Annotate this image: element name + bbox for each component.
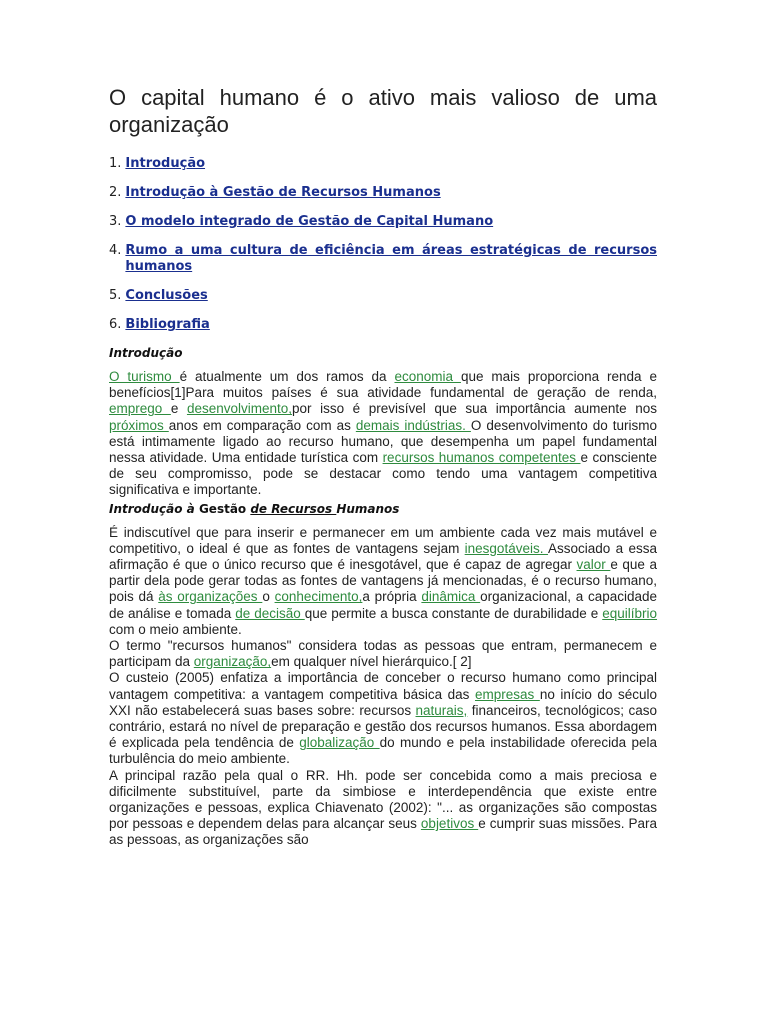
text-run: o [262, 589, 275, 605]
heading-part: Gestão [198, 501, 251, 516]
text-run: Associado a essa afirmação é que o único recurso que é inesgotável, que é capaz de agregar [109, 540, 657, 573]
link-globalizacao[interactable]: globalização [299, 735, 380, 751]
toc-link-introducao[interactable]: Introdução [125, 156, 206, 171]
toc-number: 6. [109, 317, 122, 332]
heading-part: Humanos [336, 501, 400, 516]
text-run: financeiros, tecnológicos; caso contrário, estará no nível de preparação e gestão dos recursos humanos. Essa abordagem é explicada pela tendência de [109, 702, 657, 751]
document-content [109, 84, 657, 849]
text-run: e cumprir suas missões. Para as pessoas, as organizações são [109, 816, 657, 848]
link-valor[interactable]: valor [576, 557, 611, 573]
text-run: com o meio ambiente. [109, 621, 242, 637]
text-run: do mundo e pela instabilidade oferecida pela turbulência do meio ambiente. [109, 735, 658, 767]
heading-part: de Recursos [250, 501, 337, 516]
toc-number: 1. [109, 156, 122, 171]
link-organizacao[interactable]: organização, [193, 654, 272, 670]
link-conhecimento[interactable]: conhecimento, [274, 589, 363, 605]
page-title: O capital humano é o ativo mais valioso de uma organização [109, 85, 657, 137]
paragraph-gestao-1 [109, 525, 657, 638]
toc-link-conclusoes[interactable]: Conclusões [125, 288, 208, 303]
toc-link-modelo-integrado[interactable]: O modelo integrado de Gestão de Capital Humano [125, 214, 494, 229]
text-run: a própria [362, 589, 422, 605]
toc-number: 5. [109, 288, 122, 303]
toc-item-4 [109, 243, 657, 275]
text-run: em qualquer nível hierárquico.[ 2] [271, 654, 472, 670]
link-economia[interactable]: economia [394, 369, 461, 384]
link-desenvolvimento[interactable]: desenvolvimento, [186, 401, 292, 417]
text-run: O custeio (2005) enfatiza a importância de conceber o recurso humano como principal vantagem competitiva: a vantagem competitiva básica das [109, 670, 657, 702]
link-demais-industrias[interactable]: demais indústrias. [355, 417, 471, 433]
link-equilibrio[interactable]: equilíbrio [602, 605, 658, 621]
text-run: é atualmente um dos ramos da [179, 369, 395, 384]
toc-item-6 [109, 317, 657, 333]
link-recursos-humanos-competentes[interactable]: recursos humanos competentes [382, 450, 581, 466]
link-inesgotaveis[interactable]: inesgotáveis. [464, 540, 549, 556]
table-of-contents [109, 156, 657, 333]
text-run: É indiscutível que para inserir e permanecer em um ambiente cada vez mais mutável e competitivo, o ideal é que as fontes de vantagens sejam [109, 524, 657, 556]
text-run: e [170, 401, 187, 417]
text-run: O termo "recursos humanos" considera todas as pessoas que entram, permanecem e participam da [109, 638, 657, 670]
text-run: no início do século XXI não estabelecerá suas bases sobre: recursos [109, 686, 658, 718]
text-run: que permite a busca constante de durabilidade e [304, 605, 603, 621]
link-naturais[interactable]: naturais, [415, 702, 468, 718]
section-heading-gestao-rh [109, 502, 657, 517]
link-turismo[interactable]: O turismo [109, 369, 180, 384]
link-dinamica[interactable]: dinâmica [421, 589, 481, 605]
toc-item-3 [109, 214, 657, 230]
toc-link-bibliografia[interactable]: Bibliografia [125, 317, 210, 332]
section-heading-introducao: Introdução [109, 346, 183, 360]
text-run: O desenvolvimento do turismo está intimamente ligado ao recurso humano, que desempenha um papel fundamental nessa atividade. Uma entidade turística com [109, 417, 657, 466]
toc-item-5 [109, 288, 657, 304]
link-proximos[interactable]: próximos [109, 417, 169, 433]
text-run: e consciente de seu compromisso, pode se destacar como tendo uma vantagem competitiva significativa e importante. [109, 450, 657, 498]
paragraph-gestao-2 [109, 638, 657, 670]
link-emprego[interactable]: emprego [109, 401, 171, 417]
toc-item-2 [109, 185, 657, 201]
link-as-organizacoes[interactable]: às organizações [158, 589, 263, 605]
text-run: por isso é previsível que sua importância aumente nos [292, 401, 657, 417]
toc-number: 3. [109, 214, 122, 229]
link-de-decisao[interactable]: de decisão [235, 605, 305, 621]
link-empresas[interactable]: empresas [474, 686, 540, 702]
toc-number: 2. [109, 185, 122, 200]
text-run: A principal razão pela qual o RR. Hh. pode ser concebida como a mais preciosa e dificilmente substituível, parte da simbiose e interdependência que existe entre organizações e pessoas, explica Chiavenato (2002): "... as organizações são compostas por pessoas e dependem delas para alcançar seus [109, 767, 657, 832]
paragraph-gestao-4 [109, 768, 657, 849]
toc-number: 4. [109, 243, 122, 258]
paragraph-introducao [109, 369, 657, 499]
text-run: organizacional, a capacidade de análise e tomada [109, 589, 658, 621]
text-run: anos em comparação com as [168, 417, 356, 433]
toc-link-gestao-rh[interactable]: Introdução à Gestão de Recursos Humanos [125, 185, 441, 200]
paragraph-gestao-3 [109, 670, 657, 767]
toc-link-cultura-eficiencia[interactable]: Rumo a uma cultura de eficiência em áreas estratégicas de recursos humanos [125, 243, 657, 274]
toc-item-1 [109, 156, 657, 172]
text-run: e que a partir dela pode gerar todas as fontes de vantagens já mencionadas, é o recurso humano, pois dá [109, 557, 658, 605]
text-run: que mais proporciona renda e benefícios[1]Para muitos países é sua atividade fundamental de geração de renda, [109, 369, 657, 401]
heading-part: Introdução à [109, 501, 199, 516]
link-objetivos[interactable]: objetivos [420, 816, 479, 832]
